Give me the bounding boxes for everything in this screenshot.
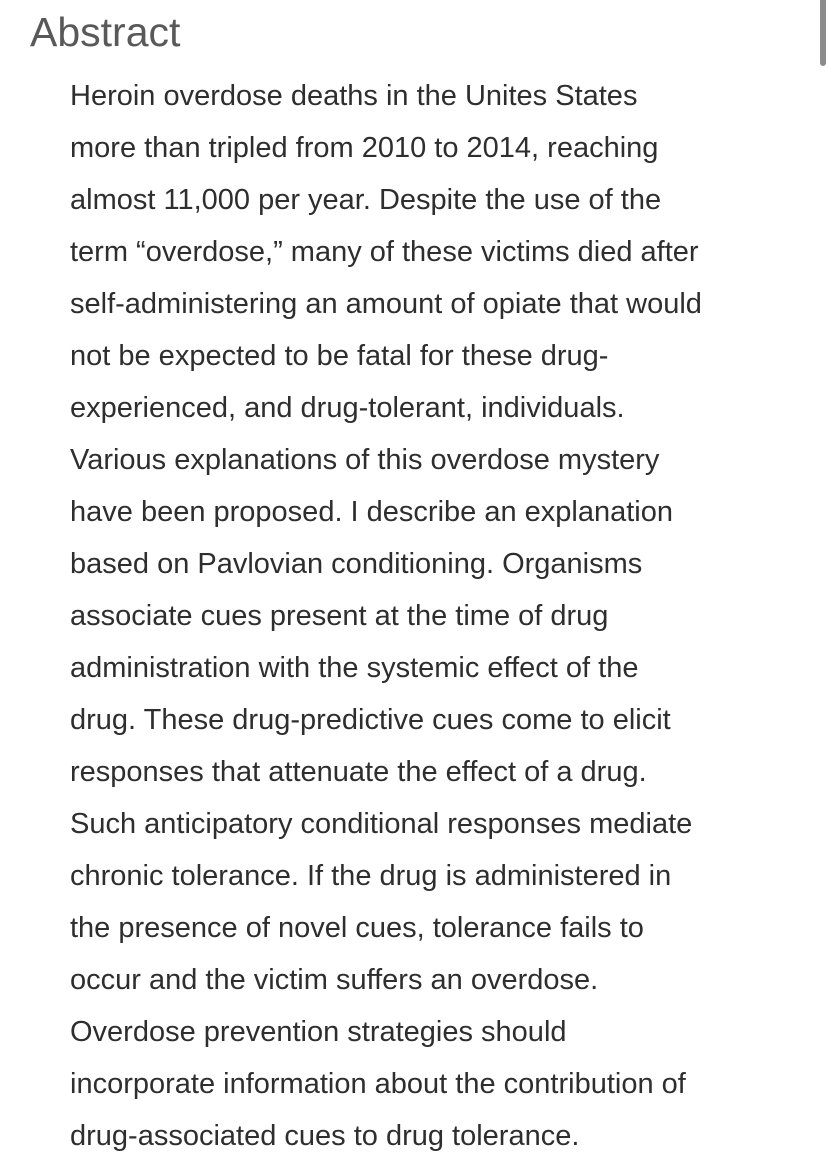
abstract-text — [70, 70, 820, 1162]
scrollbar-thumb[interactable] — [820, 0, 826, 66]
abstract-line: the presence of novel cues, tolerance fails to — [70, 912, 644, 944]
abstract-line: incorporate information about the contribution of — [70, 1068, 686, 1100]
abstract-line: not be expected to be fatal for these drug- — [70, 340, 609, 372]
abstract-line: almost 11,000 per year. Despite the use of the — [70, 184, 662, 216]
abstract-line: experienced, and drug-tolerant, individuals. — [70, 392, 625, 424]
abstract-line: have been proposed. I describe an explanation — [70, 496, 673, 528]
abstract-line: associate cues present at the time of drug — [70, 600, 609, 632]
abstract-line: self-administering an amount of opiate that would — [70, 288, 702, 320]
abstract-line: Heroin overdose deaths in the Unites States — [70, 80, 638, 112]
abstract-line: drug. These drug-predictive cues come to elicit — [70, 704, 671, 736]
abstract-line: Overdose prevention strategies should — [70, 1016, 567, 1048]
abstract-line: chronic tolerance. If the drug is administered in — [70, 860, 672, 892]
abstract-line: occur and the victim suffers an overdose. — [70, 964, 599, 996]
abstract-line: term “overdose,” many of these victims died after — [70, 236, 699, 268]
abstract-heading: Abstract — [30, 9, 181, 55]
abstract-line: more than tripled from 2010 to 2014, reaching — [70, 132, 659, 164]
abstract-line: administration with the systemic effect of the — [70, 652, 639, 684]
abstract-line: Various explanations of this overdose mystery — [70, 444, 660, 476]
vertical-scrollbar[interactable] — [816, 0, 828, 1174]
abstract-line: responses that attenuate the effect of a drug. — [70, 756, 647, 788]
abstract-line: Such anticipatory conditional responses mediate — [70, 808, 693, 840]
abstract-line: based on Pavlovian conditioning. Organisms — [70, 548, 643, 580]
abstract-line: drug-associated cues to drug tolerance. — [70, 1120, 580, 1152]
